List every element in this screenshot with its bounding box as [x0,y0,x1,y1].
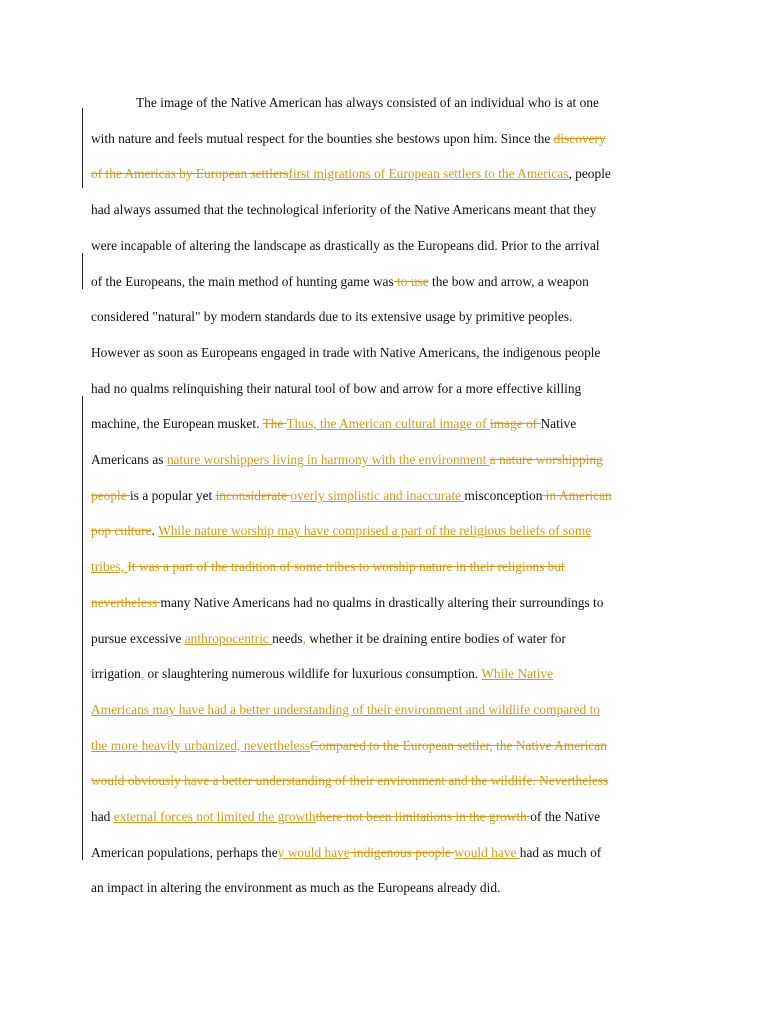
deleted-text: nevertheless [91,594,161,610]
text-line [91,594,691,612]
body-text: an impact in altering the environment as much as the Europeans already did. [91,880,501,896]
inserted-text: overly simplistic and inaccurate [290,487,465,503]
inserted-text: , [140,666,145,682]
deleted-text: pop culture [91,523,152,539]
text-line [91,772,691,790]
deleted-text: to use [393,273,429,289]
body-text: had always assumed that the technological inferiority of the Native Americans meant that they [91,202,597,218]
body-text: were incapable of altering the landscape as drastically as the Europeans did. Prior to the arrival [91,237,600,253]
deleted-text: there not been limitations in the growth [315,809,531,824]
deleted-text: inconsiderate [215,487,291,503]
text-line [91,237,691,255]
deleted-text: indigenous people [349,844,455,860]
deleted-text: The [262,416,287,432]
deleted-text: image of [489,416,541,432]
inserted-text: Thus, the American cultural image of [286,416,490,432]
inserted-text: first migrations of European settlers to the Americas [288,166,569,182]
body-text: American populations, perhaps the [91,844,278,860]
body-text: many Native Americans had no qualms in drastically altering their surroundings to [160,594,604,610]
change-bar [82,253,83,289]
text-line [91,380,691,398]
body-text: machine, the European musket. [91,416,263,432]
text-line [91,130,691,148]
inserted-text: nature worshippers living in harmony with the environment [166,452,490,467]
body-text: pursue excessive [91,630,185,646]
inserted-text: , [302,630,306,646]
text-line [91,558,691,576]
body-text: Native [540,416,577,432]
body-text: irrigation [91,666,141,682]
body-text: considered "natural" by modern standards due to its extensive usage by primitive peoples. [91,309,573,325]
deleted-text: It was a part of the tradition of some tribes to worship nature in their religions but [127,559,565,575]
deleted-text: people [91,487,131,503]
inserted-text: the more heavily urbanized, nevertheless [91,737,310,753]
text-line [91,273,691,291]
body-text: needs [272,630,303,646]
inserted-text: anthropocentric [184,630,273,646]
deleted-text: a nature worshipping [489,452,603,467]
body-text: of the Europeans, the main method of hunting game was [91,273,394,289]
text-line [91,808,691,826]
text-line [91,665,691,683]
text-line [91,701,691,719]
body-text: , people [568,166,611,182]
body-text: Americans as [91,452,167,467]
deleted-text: Compared to the European settler, the Native American [310,737,607,753]
body-text: misconception [464,487,543,503]
text-line [91,344,691,362]
deleted-text: would obviously have a better understanding of their environment and the wildlife. Nevertheless [91,773,609,789]
body-text: is a popular yet [130,487,216,503]
body-text: However as soon as Europeans engaged in trade with Native Americans, the indigenous people [91,344,601,360]
body-text: The image of the Native American has always consisted of an individual who is at one [136,95,599,110]
inserted-text: Americans may have had a better understanding of their environment and wildlife compared to [91,701,601,717]
body-text: or slaughtering numerous wildlife for luxurious consumption. [144,666,482,682]
body-text: had no qualms relinquishing their natural tool of bow and arrow for a more effective killing [91,380,582,396]
text-line [91,630,691,648]
text-line [91,879,691,897]
body-text: whether it be draining entire bodies of water for [305,630,566,646]
text-line [91,522,691,540]
text-line [91,737,691,755]
body-text: of the Native [530,809,601,824]
body-text: had [91,809,114,824]
text-line [91,487,691,505]
text-line [91,844,691,862]
change-bar [82,396,83,860]
body-text: the bow and arrow, a weapon [428,273,589,289]
deleted-text: in American [542,487,612,503]
text-line [91,415,691,433]
inserted-text: y would have [277,844,350,860]
text-line [91,451,691,469]
inserted-text: While Native [481,666,554,682]
text-line [91,165,691,183]
inserted-text: would have [454,844,520,860]
change-bar [82,108,83,188]
text-line [91,201,691,219]
text-line [136,94,736,112]
body-text: with nature and feels mutual respect for the bounties she bestows upon him. Since the [91,130,554,146]
inserted-text: While nature worship may have comprised a part of the religious beliefs of some [158,523,592,539]
inserted-text: external forces not limited the growth [113,809,316,824]
body-text: . [151,523,159,539]
inserted-text: tribes, [91,559,128,575]
deleted-text: discovery [553,130,606,146]
deleted-text: of the Americas by European settlers [91,166,289,182]
text-line [91,308,691,326]
body-text: had as much of [519,844,602,860]
